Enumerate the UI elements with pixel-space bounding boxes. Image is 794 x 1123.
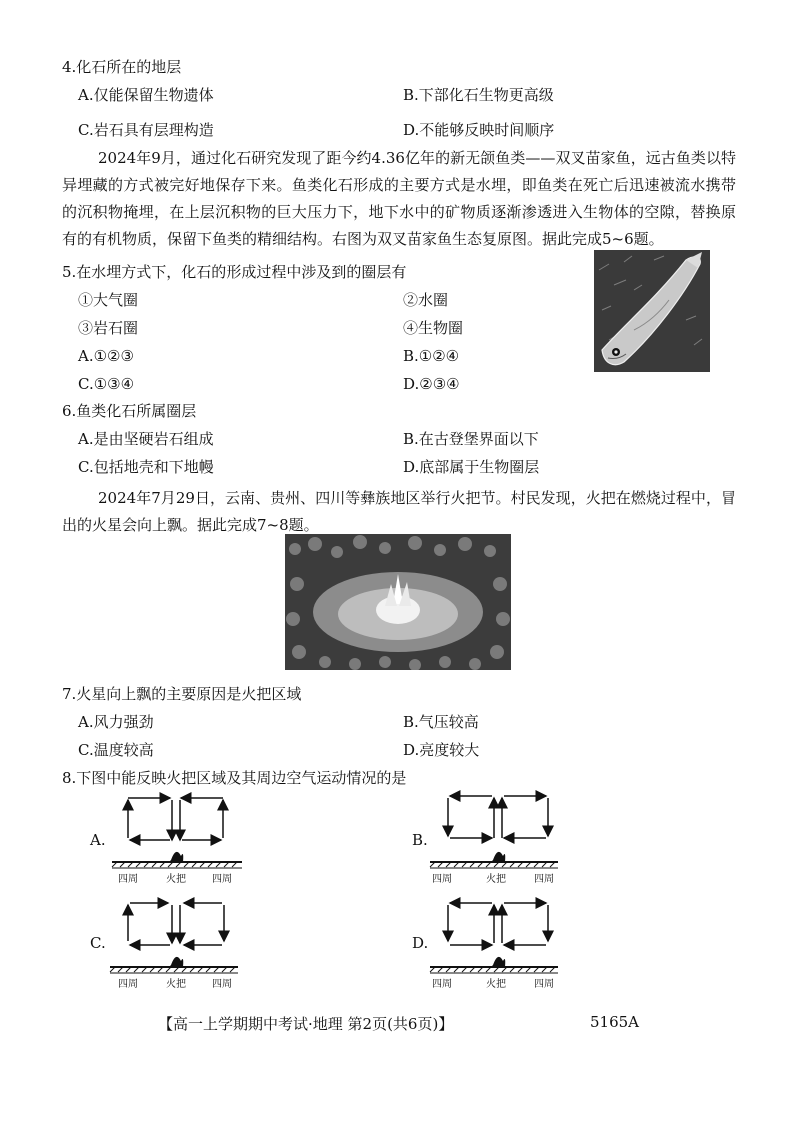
footer-title: 【高一上学期期中考试·地理 第2页(共6页)】: [158, 1015, 454, 1033]
diagram-a-label-center: 火把: [166, 874, 186, 885]
q4-option-b[interactable]: B.下部化石生物更高级: [403, 86, 554, 104]
passage-torch-festival: 2024年7月29日，云南、贵州、四川等彝族地区举行火把节。村民发现，火把在燃烧过程中，冒出的火星会向上飘。据此完成7~8题。: [62, 489, 736, 534]
q7-option-c[interactable]: C.温度较高: [78, 741, 154, 759]
footer-code: 5165A: [590, 1013, 640, 1031]
q5-item-4: ④生物圈: [403, 319, 464, 337]
q5-item-2: ②水圈: [403, 291, 449, 309]
q5-option-a[interactable]: A.①②③: [78, 347, 134, 365]
diagram-b-label-left: 四周: [432, 874, 452, 885]
diagram-c-label-right: 四周: [212, 979, 232, 990]
q5-option-d[interactable]: D.②③④: [403, 375, 460, 393]
diagram-a-label-left: 四周: [118, 874, 138, 885]
q6-option-b[interactable]: B.在古登堡界面以下: [403, 430, 539, 448]
diagram-c-label-center: 火把: [166, 979, 186, 990]
q5-option-b[interactable]: B.①②④: [403, 347, 460, 365]
q4-option-a[interactable]: A.仅能保留生物遗体: [78, 86, 214, 104]
diagram-c-label-left: 四周: [118, 979, 138, 990]
q7-option-d[interactable]: D.亮度较大: [403, 741, 480, 759]
diagram-a[interactable]: [88, 790, 248, 890]
diagram-d-letter: D.: [412, 934, 429, 952]
fish-illustration: [594, 250, 710, 372]
q7-option-b[interactable]: B.气压较高: [403, 713, 479, 731]
passage-fossil: 2024年9月，通过化石研究发现了距今约4.36亿年的新无颌鱼类——双叉苗家鱼，远古鱼类以特异埋藏的方式被完好地保存下来。鱼类化石形成的主要方式是水埋，即鱼类在死亡后迅速被流水携带的沉积物掩埋，在上层沉积物的巨大压力下，地下水中的矿物质逐渐渗透进入生物体的空隙，替换原有的有机物质，保留下鱼类的精细结构。右图为双叉苗家鱼生态复原图。据此完成5~6题。: [62, 149, 736, 248]
q7-option-a[interactable]: A.风力强劲: [78, 713, 154, 731]
diagram-d[interactable]: [410, 895, 570, 995]
diagram-b-letter: B.: [412, 831, 428, 849]
diagram-b-label-right: 四周: [534, 874, 554, 885]
diagram-a-label-right: 四周: [212, 874, 232, 885]
diagram-d-label-right: 四周: [534, 979, 554, 990]
q5-item-1: ①大气圈: [78, 291, 139, 309]
q6-stem: 6.鱼类化石所属圈层: [62, 402, 197, 420]
q5-item-3: ③岩石圈: [78, 319, 139, 337]
q6-option-d[interactable]: D.底部属于生物圈层: [403, 458, 540, 476]
q6-option-a[interactable]: A.是由坚硬岩石组成: [78, 430, 214, 448]
q4-stem: 4.化石所在的地层: [62, 58, 182, 76]
diagram-c-letter: C.: [90, 934, 106, 952]
fish-reconstruction-image: [594, 250, 710, 372]
diagram-d-label-left: 四周: [432, 979, 452, 990]
q7-stem: 7.火星向上飘的主要原因是火把区域: [62, 685, 302, 703]
diagram-a-letter: A.: [90, 831, 106, 849]
torch-festival-photo: [285, 534, 511, 670]
q5-stem: 5.在水埋方式下，化石的形成过程中涉及到的圈层有: [62, 263, 407, 281]
diagram-c[interactable]: [88, 895, 248, 995]
q4-option-d[interactable]: D.不能够反映时间顺序: [403, 121, 555, 139]
diagram-d-label-center: 火把: [486, 979, 506, 990]
diagram-b-label-center: 火把: [486, 874, 506, 885]
torch-festival-illustration: [285, 534, 511, 670]
q5-option-c[interactable]: C.①③④: [78, 375, 135, 393]
q6-option-c[interactable]: C.包括地壳和下地幔: [78, 458, 214, 476]
q4-option-c[interactable]: C.岩石具有层理构造: [78, 121, 214, 139]
diagram-b[interactable]: [410, 790, 570, 890]
q8-stem: 8.下图中能反映火把区域及其周边空气运动情况的是: [62, 769, 407, 787]
